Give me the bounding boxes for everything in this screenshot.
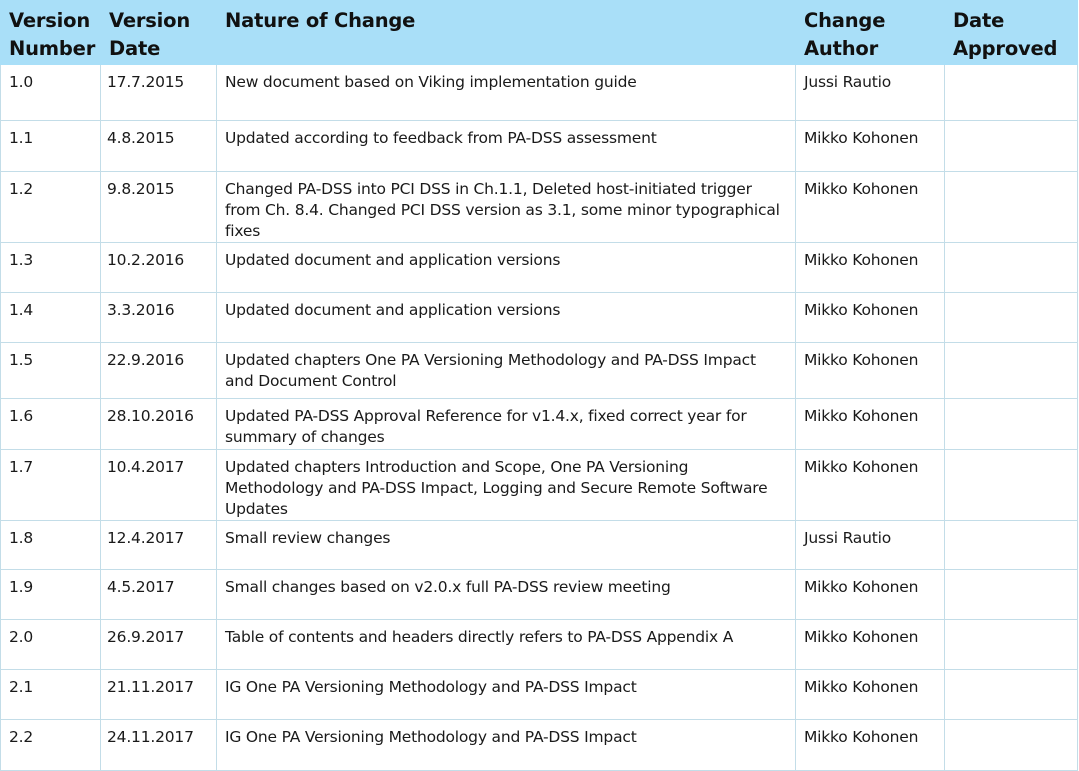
cell-date-approved: [945, 521, 1078, 570]
table-row: [1, 399, 1078, 450]
cell-version-number: 2.0: [1, 620, 101, 670]
cell-version-number: 1.8: [1, 521, 101, 570]
header-version-number: Version Number: [1, 1, 101, 65]
cell-nature-of-change: Updated PA-DSS Approval Reference for v1.4.x, fixed correct year for summary of changes: [217, 399, 796, 450]
cell-nature-of-change: IG One PA Versioning Methodology and PA-DSS Impact: [217, 720, 796, 771]
cell-date-approved: [945, 720, 1078, 771]
cell-nature-of-change: Updated document and application versions: [217, 243, 796, 293]
cell-version-date: 22.9.2016: [101, 343, 217, 399]
cell-change-author: Mikko Kohonen: [796, 343, 945, 399]
cell-version-date: 17.7.2015: [101, 65, 217, 121]
cell-date-approved: [945, 399, 1078, 450]
cell-date-approved: [945, 570, 1078, 620]
cell-nature-of-change: Table of contents and headers directly refers to PA-DSS Appendix A: [217, 620, 796, 670]
cell-version-date: 10.4.2017: [101, 450, 217, 521]
cell-nature-of-change: Updated chapters Introduction and Scope, One PA Versioning Methodology and PA-DSS Impact, Logging and Secure Remote Software Updates: [217, 450, 796, 521]
cell-change-author: Mikko Kohonen: [796, 620, 945, 670]
cell-date-approved: [945, 121, 1078, 172]
cell-change-author: Jussi Rautio: [796, 65, 945, 121]
header-version-date: Version Date: [101, 1, 217, 65]
cell-change-author: Jussi Rautio: [796, 521, 945, 570]
cell-change-author: Mikko Kohonen: [796, 121, 945, 172]
cell-version-date: 10.2.2016: [101, 243, 217, 293]
header-change-author: Change Author: [796, 1, 945, 65]
table-row: [1, 620, 1078, 670]
cell-date-approved: [945, 65, 1078, 121]
cell-version-number: 2.1: [1, 670, 101, 720]
cell-nature-of-change: Updated chapters One PA Versioning Methodology and PA-DSS Impact and Document Control: [217, 343, 796, 399]
cell-nature-of-change: Updated according to feedback from PA-DSS assessment: [217, 121, 796, 172]
cell-date-approved: [945, 450, 1078, 521]
cell-version-date: 12.4.2017: [101, 521, 217, 570]
table-row: [1, 243, 1078, 293]
cell-version-number: 1.5: [1, 343, 101, 399]
cell-change-author: Mikko Kohonen: [796, 172, 945, 243]
cell-nature-of-change: Changed PA-DSS into PCI DSS in Ch.1.1, Deleted host-initiated trigger from Ch. 8.4. Changed PCI DSS version as 3.1, some minor typographical fixes: [217, 172, 796, 243]
cell-version-number: 1.0: [1, 65, 101, 121]
cell-version-date: 3.3.2016: [101, 293, 217, 343]
cell-version-number: 1.4: [1, 293, 101, 343]
cell-version-number: 1.2: [1, 172, 101, 243]
table-row: [1, 343, 1078, 399]
header-nature-of-change: Nature of Change: [217, 1, 796, 65]
cell-version-date: 9.8.2015: [101, 172, 217, 243]
cell-nature-of-change: Small review changes: [217, 521, 796, 570]
table-row: [1, 121, 1078, 172]
cell-date-approved: [945, 172, 1078, 243]
table-row: [1, 65, 1078, 121]
cell-version-date: 4.8.2015: [101, 121, 217, 172]
cell-nature-of-change: Small changes based on v2.0.x full PA-DSS review meeting: [217, 570, 796, 620]
cell-date-approved: [945, 620, 1078, 670]
cell-version-number: 1.6: [1, 399, 101, 450]
cell-date-approved: [945, 343, 1078, 399]
cell-version-date: 26.9.2017: [101, 620, 217, 670]
table-row: [1, 450, 1078, 521]
cell-nature-of-change: IG One PA Versioning Methodology and PA-DSS Impact: [217, 670, 796, 720]
cell-version-date: 24.11.2017: [101, 720, 217, 771]
cell-change-author: Mikko Kohonen: [796, 570, 945, 620]
header-date-approved: Date Approved: [945, 1, 1078, 65]
table-row: [1, 293, 1078, 343]
cell-nature-of-change: New document based on Viking implementation guide: [217, 65, 796, 121]
cell-version-number: 1.3: [1, 243, 101, 293]
cell-version-number: 1.7: [1, 450, 101, 521]
cell-version-date: 21.11.2017: [101, 670, 217, 720]
cell-change-author: Mikko Kohonen: [796, 243, 945, 293]
table-row: [1, 521, 1078, 570]
cell-version-number: 2.2: [1, 720, 101, 771]
cell-change-author: Mikko Kohonen: [796, 450, 945, 521]
cell-version-number: 1.1: [1, 121, 101, 172]
cell-date-approved: [945, 293, 1078, 343]
cell-nature-of-change: Updated document and application versions: [217, 293, 796, 343]
header-row: [1, 1, 1078, 65]
cell-change-author: Mikko Kohonen: [796, 670, 945, 720]
cell-version-number: 1.9: [1, 570, 101, 620]
cell-change-author: Mikko Kohonen: [796, 720, 945, 771]
table-row: [1, 670, 1078, 720]
cell-version-date: 4.5.2017: [101, 570, 217, 620]
table-row: [1, 570, 1078, 620]
cell-change-author: Mikko Kohonen: [796, 293, 945, 343]
cell-date-approved: [945, 670, 1078, 720]
cell-change-author: Mikko Kohonen: [796, 399, 945, 450]
cell-version-date: 28.10.2016: [101, 399, 217, 450]
table-row: [1, 720, 1078, 771]
cell-date-approved: [945, 243, 1078, 293]
table-row: [1, 172, 1078, 243]
